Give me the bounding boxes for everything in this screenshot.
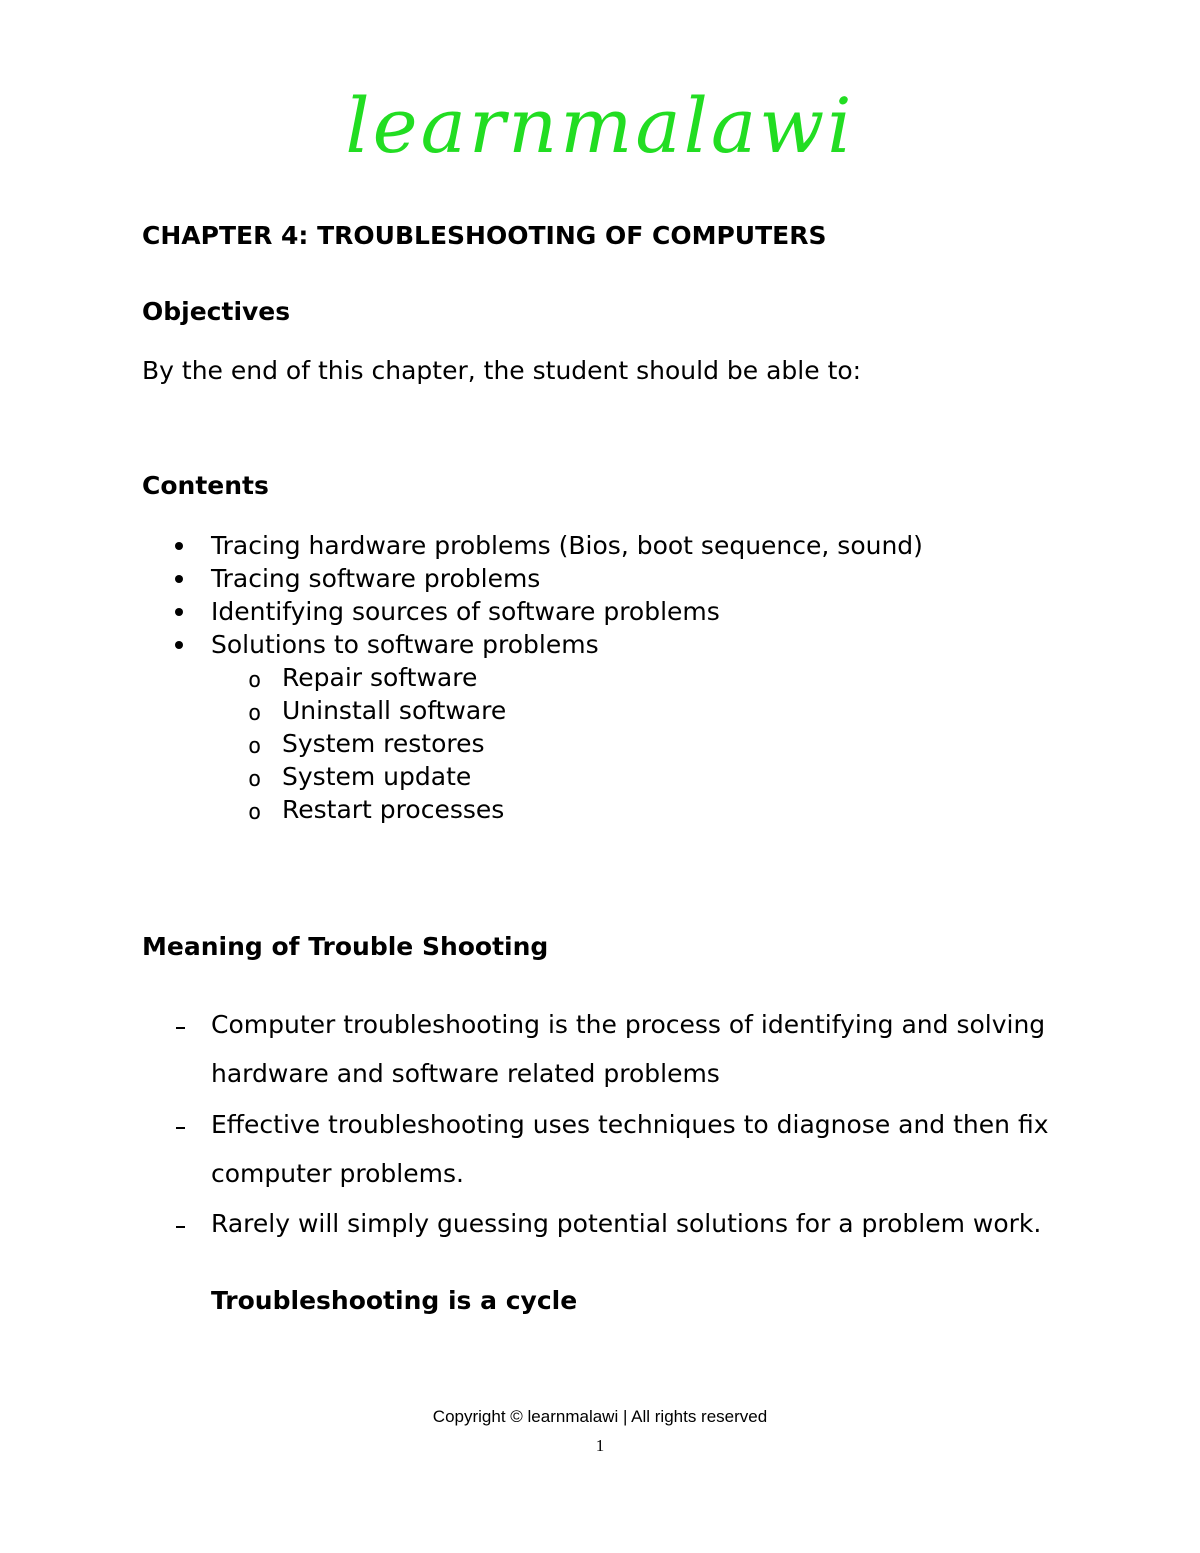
paragraph-line: Rarely will simply guessing potential solutions for a problem work.	[211, 1209, 1042, 1238]
logo-wordmark: learnmalawi	[345, 81, 855, 170]
sub-list-item: System update	[282, 762, 472, 791]
sub-list-item: Restart processes	[282, 795, 505, 824]
cycle-heading: Troubleshooting is a cycle	[211, 1286, 578, 1315]
paragraph-line: Computer troubleshooting is the process of identifying and solving	[211, 1010, 1046, 1039]
list-item: Solutions to software problems	[211, 630, 599, 659]
dash-marker	[176, 1127, 185, 1129]
sub-list-item: System restores	[282, 729, 485, 758]
contents-heading: Contents	[142, 471, 269, 500]
objectives-intro: By the end of this chapter, the student should be able to:	[142, 356, 862, 385]
dash-marker	[176, 1226, 185, 1228]
list-item: Identifying sources of software problems	[211, 597, 720, 626]
sub-list-item: Uninstall software	[282, 696, 507, 725]
footer-copyright: Copyright © learnmalawi | All rights reserved	[432, 1407, 768, 1426]
bullet-marker	[175, 608, 183, 616]
sub-bullet-marker: o	[248, 767, 262, 792]
dash-marker	[176, 1027, 185, 1029]
page-number: 1	[595, 1436, 605, 1455]
sub-bullet-marker: o	[248, 701, 262, 726]
paragraph-line: Effective troubleshooting uses techniques to diagnose and then fix	[211, 1110, 1049, 1139]
objectives-heading: Objectives	[142, 297, 291, 326]
sub-list-item: Repair software	[282, 663, 478, 692]
paragraph-line: computer problems.	[211, 1159, 464, 1188]
bullet-marker	[175, 575, 183, 583]
bullet-marker	[175, 542, 183, 550]
sub-bullet-marker: o	[248, 800, 262, 825]
list-item: Tracing software problems	[211, 564, 541, 593]
chapter-title: CHAPTER 4: TROUBLESHOOTING OF COMPUTERS	[142, 221, 827, 250]
bullet-marker	[175, 641, 183, 649]
list-item: Tracing hardware problems (Bios, boot sequence, sound)	[211, 531, 923, 560]
meaning-heading: Meaning of Trouble Shooting	[142, 932, 549, 961]
sub-bullet-marker: o	[248, 734, 262, 759]
paragraph-line: hardware and software related problems	[211, 1059, 720, 1088]
sub-bullet-marker: o	[248, 668, 262, 693]
